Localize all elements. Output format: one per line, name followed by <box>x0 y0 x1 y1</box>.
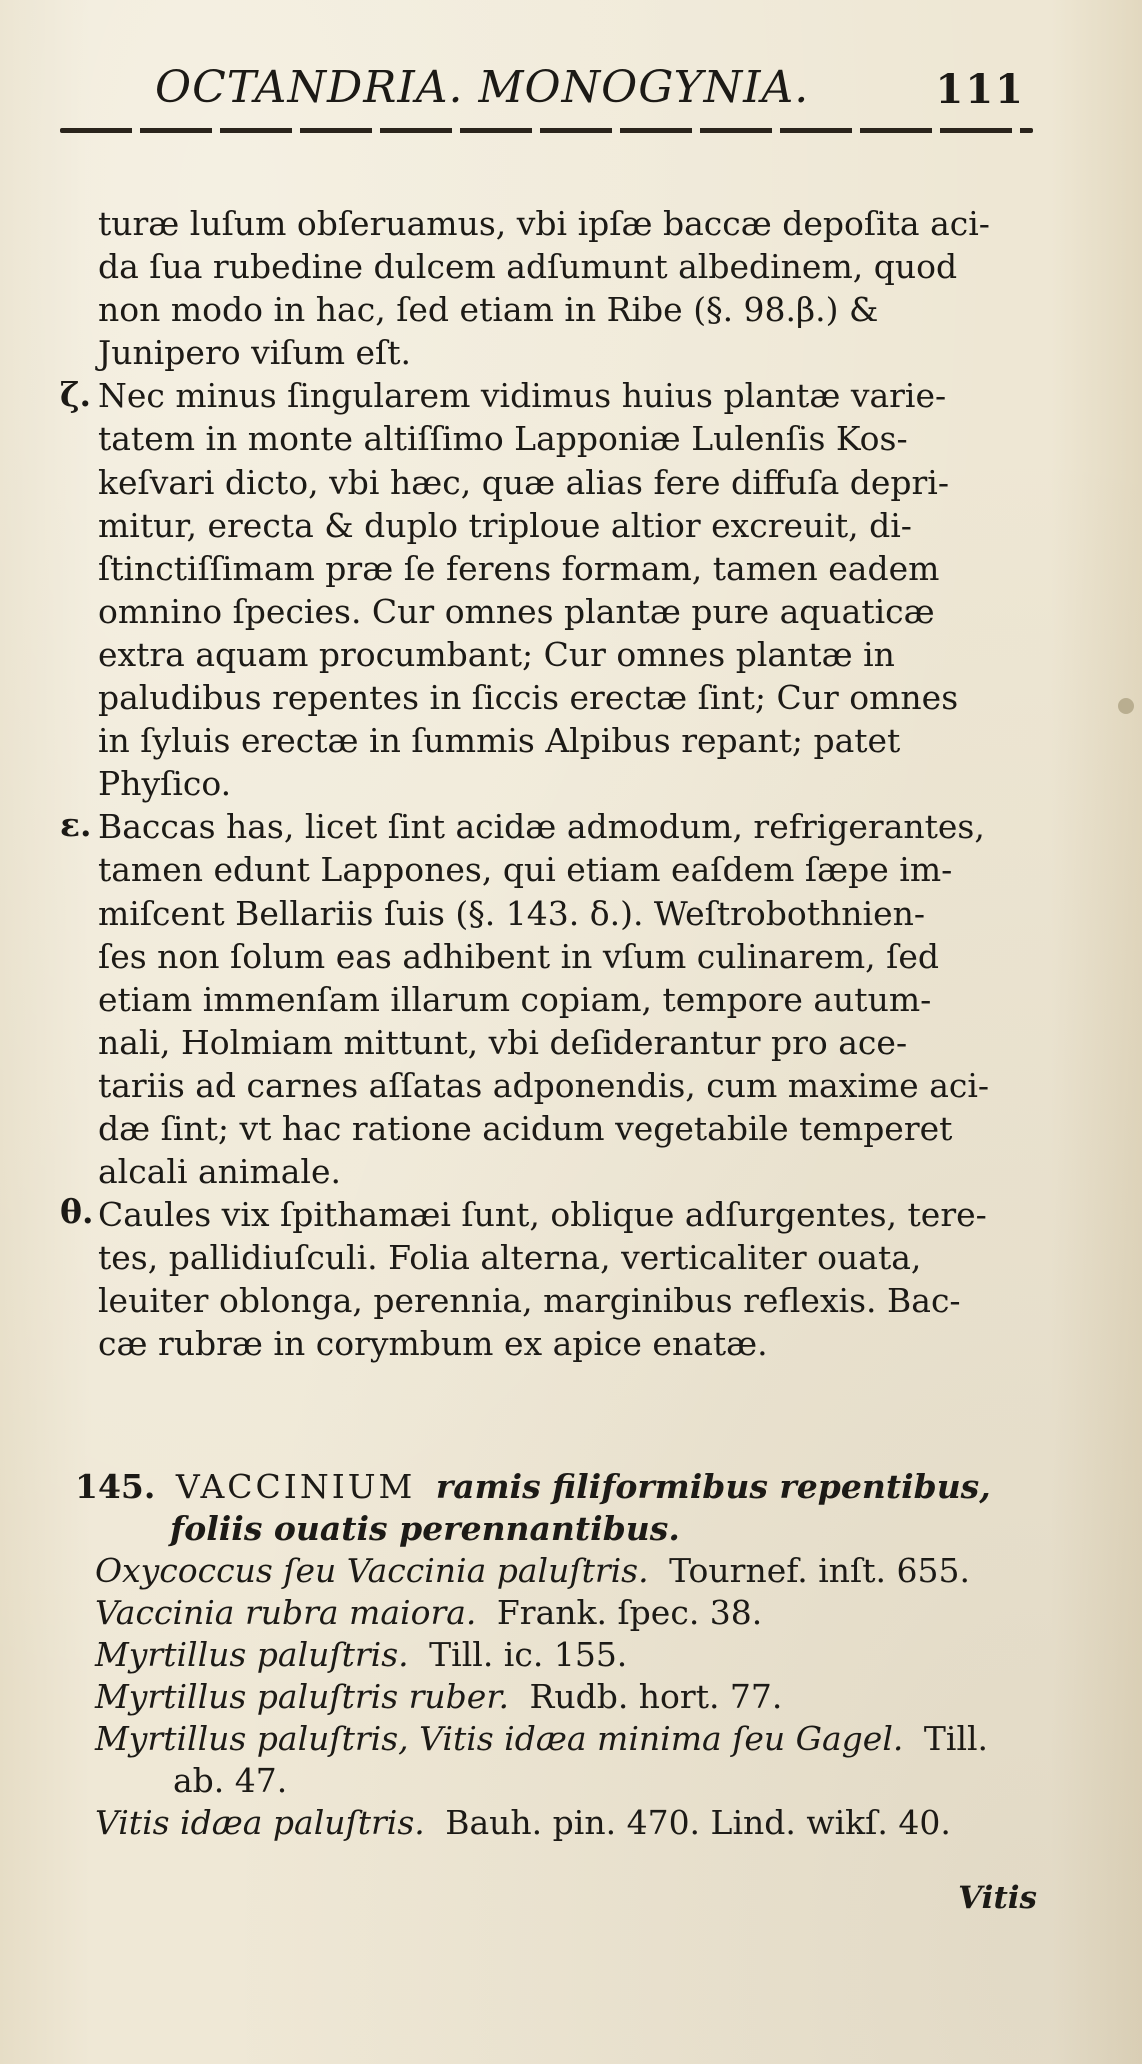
species-entry <box>75 1466 1040 1844</box>
text-line: ſes non ſolum eas adhibent in vſum culinarem, ſed <box>98 936 940 976</box>
synonym-line <box>75 1760 1040 1802</box>
text-line: tes, pallidiuſculi. Folia alterna, verticaliter ouata, <box>98 1238 922 1278</box>
entry-heading <box>75 1466 1040 1508</box>
paragraph-marker-epsilon: ε. <box>60 805 92 844</box>
text-line: extra aquam procumbant; Cur omnes plantæ in <box>98 634 895 674</box>
synonym-line <box>75 1676 1040 1718</box>
text-line: in ſyluis erectæ in ſummis Alpibus repant; patet <box>98 721 901 761</box>
page-header <box>60 60 1040 120</box>
text-line: leuiter oblonga, perennia, marginibus reflexis. Bac- <box>98 1281 961 1321</box>
text-line: mitur, erecta & duplo triploue altior excreuit, di- <box>98 505 912 545</box>
synonym-name: Myrtillus paluſtris ruber. <box>95 1677 509 1716</box>
text-line: alcali animale. <box>98 1152 342 1192</box>
paragraph-marker-theta: θ. <box>60 1192 94 1231</box>
synonym-name: Vaccinia rubra maiora. <box>95 1593 477 1632</box>
entry-diagnosis: ramis filiformibus repentibus, <box>435 1467 991 1506</box>
text-line: Junipero viſum eſt. <box>98 333 412 373</box>
synonym-reference: Rudb. hort. 77. <box>529 1677 783 1716</box>
entry-genus: VACCINIUM <box>175 1467 416 1506</box>
synonym-line <box>75 1634 1040 1676</box>
synonym-name: Myrtillus paluſtris, Vitis idæa minima ſeu Gagel. <box>95 1719 904 1758</box>
text-line: Nec minus ſingularem vidimus huius plantæ varie- <box>98 376 947 416</box>
entry-diagnosis-continued: foliis ouatis perennantibus. <box>170 1509 680 1548</box>
synonym-name: Myrtillus paluſtris. <box>95 1635 409 1674</box>
body-text <box>98 202 1033 1366</box>
text-line: keſvari dicto, vbi hæc, quæ alias fere diffuſa depri- <box>98 462 950 502</box>
text-line: non modo in hac, ſed etiam in Ribe (§. 98.β.) & <box>98 290 879 330</box>
ink-spot <box>1118 698 1134 714</box>
synonym-line <box>75 1718 1040 1760</box>
text-line: da ſua rubedine dulcem adſumunt albedinem, quod <box>98 247 958 287</box>
text-line: Baccas has, licet ſint acidæ admodum, refrigerantes, <box>98 807 985 847</box>
text-line: Caules vix ſpithamæi ſunt, oblique adſurgentes, tere- <box>98 1195 987 1235</box>
synonym-line <box>75 1550 1040 1592</box>
text-line: cæ rubræ in corymbum ex apice enatæ. <box>98 1324 768 1364</box>
page-number: 111 <box>935 66 1025 113</box>
text-line: omnino ſpecies. Cur omnes plantæ pure aquaticæ <box>98 591 935 631</box>
text-line: etiam immenſam illarum copiam, tempore autum- <box>98 979 932 1019</box>
paragraph-marker-zeta: ζ. <box>60 375 92 414</box>
text-line: ſtinctiſſimam præ ſe ferens formam, tamen eadem <box>98 548 940 588</box>
text-line: nali, Holmiam mittunt, vbi deſiderantur pro ace- <box>98 1022 908 1062</box>
text-line: Phyſico. <box>98 764 232 804</box>
text-line: dæ ſint; vt hac ratione acidum vegetabile temperet <box>98 1108 953 1148</box>
text-line: tatem in monte altiſſimo Lapponiæ Lulenſis Kos- <box>98 419 908 459</box>
entry-number: 145. <box>75 1467 156 1506</box>
synonym-reference: Frank. ſpec. 38. <box>496 1593 763 1632</box>
text-line: miſcent Bellariis ſuis (§. 143. δ.). Weſtrobothnien- <box>98 893 926 933</box>
synonym-reference: ab. 47. <box>173 1761 288 1800</box>
text-line: turæ luſum obſeruamus, vbi ipſæ baccæ depoſita aci- <box>98 204 990 243</box>
synonym-reference: Bauh. pin. 470. Lind. wikſ. 40. <box>445 1803 951 1842</box>
catchword: Vitis <box>958 1880 1037 1916</box>
synonym-line <box>75 1802 1040 1844</box>
running-head: OCTANDRIA. MONOGYNIA. <box>155 62 810 113</box>
synonym-name: Oxycoccus ſeu Vaccinia paluſtris. <box>95 1551 649 1590</box>
synonym-reference: Till. ic. 155. <box>429 1635 628 1674</box>
text-line: tariis ad carnes aſſatas adponendis, cum maxime aci- <box>98 1065 990 1105</box>
synonym-reference: Till. <box>923 1719 989 1758</box>
text-line: tamen edunt Lappones, qui etiam eaſdem ſæpe im- <box>98 850 953 890</box>
synonym-line <box>75 1592 1040 1634</box>
synonym-name: Vitis idæa paluſtris. <box>95 1803 425 1842</box>
header-rule <box>60 128 1033 133</box>
synonym-reference: Tournef. inſt. 655. <box>669 1551 970 1590</box>
text-line: paludibus repentes in ſiccis erectæ ſint; Cur omnes <box>98 678 959 718</box>
